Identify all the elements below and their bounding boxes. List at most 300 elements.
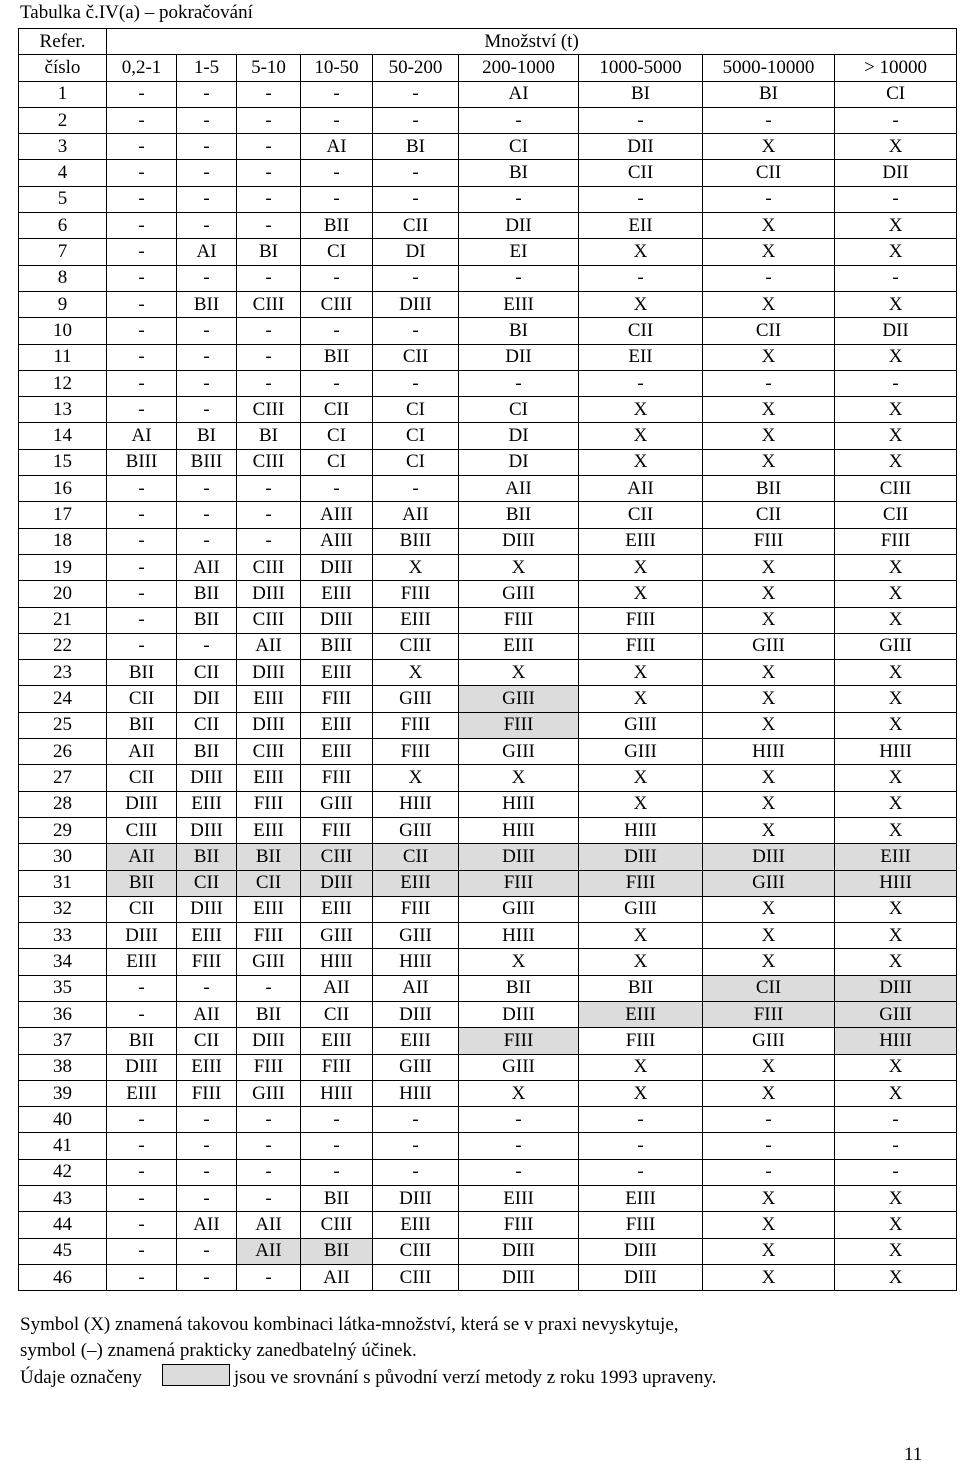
table-row [19,186,957,212]
table-cell: GIII [459,686,579,712]
table-cell: X [703,344,835,370]
table-cell: GIII [373,1054,459,1080]
table-cell: GIII [579,712,703,738]
header-row-2 [19,55,957,81]
table-cell: CII [107,686,177,712]
table-cell: BI [373,134,459,160]
table-cell: EIII [301,739,373,765]
table-cell: GIII [459,1054,579,1080]
table-cell: X [835,949,957,975]
ref-cell: 24 [19,686,107,712]
table-cell: - [107,1212,177,1238]
ref-cell: 6 [19,213,107,239]
table-cell: CII [177,712,237,738]
table-cell: CIII [107,817,177,843]
table-cell: X [579,923,703,949]
table-row [19,923,957,949]
table-cell: DIII [459,1264,579,1290]
table-cell: - [301,318,373,344]
table-cell: - [177,344,237,370]
ref-cell: 10 [19,318,107,344]
table-cell: X [835,344,957,370]
table-cell: - [177,1264,237,1290]
table-cell: X [579,423,703,449]
ref-cell: 26 [19,739,107,765]
table-cell: EIII [107,1080,177,1106]
ref-cell: 36 [19,1001,107,1027]
ref-cell: 8 [19,265,107,291]
table-cell: BI [237,239,301,265]
table-cell: AII [107,844,177,870]
table-cell: - [107,370,177,396]
table-cell: DIII [579,844,703,870]
table-cell: - [107,265,177,291]
table-cell: - [459,370,579,396]
table-row [19,1133,957,1159]
table-cell: CII [177,660,237,686]
table-cell: X [703,554,835,580]
table-cell: X [703,1186,835,1212]
ref-cell: 17 [19,502,107,528]
table-cell: BII [301,213,373,239]
table-cell: - [459,107,579,133]
table-cell: CII [373,213,459,239]
column-header: 1000-5000 [579,55,703,81]
table-cell: CII [373,344,459,370]
table-cell: - [237,1264,301,1290]
table-cell: DI [459,423,579,449]
table-cell: CI [459,397,579,423]
table-cell: - [579,1107,703,1133]
table-cell: AII [459,476,579,502]
column-header: 1-5 [177,55,237,81]
table-cell: CII [703,975,835,1001]
table-cell: X [703,817,835,843]
table-cell: BIII [373,528,459,554]
table-cell: EIII [237,686,301,712]
table-cell: BII [301,1186,373,1212]
table-row [19,660,957,686]
table-cell: - [237,160,301,186]
ref-cell: 4 [19,160,107,186]
table-cell: - [177,107,237,133]
table-cell: X [835,1080,957,1106]
table-cell: FIII [301,817,373,843]
table-cell: GIII [237,1080,301,1106]
table-cell: - [301,107,373,133]
table-cell: DIII [177,896,237,922]
table-row [19,791,957,817]
ref-cell: 46 [19,1264,107,1290]
table-cell: X [579,581,703,607]
table-cell: - [579,1159,703,1185]
ref-cell: 42 [19,1159,107,1185]
table-cell: AII [579,476,703,502]
table-cell: BII [177,739,237,765]
table-cell: X [835,1212,957,1238]
table-cell: - [579,1133,703,1159]
table-cell: - [237,1107,301,1133]
table-cell: - [237,1186,301,1212]
table-cell: AIII [301,528,373,554]
table-cell: BII [177,607,237,633]
table-row [19,607,957,633]
table-row [19,633,957,659]
table-cell: X [835,712,957,738]
table-cell: BII [177,844,237,870]
table-cell: DIII [107,923,177,949]
table-row [19,554,957,580]
table-cell: CI [301,449,373,475]
table-cell: FIII [459,712,579,738]
table-cell: EIII [579,1186,703,1212]
table-cell: X [579,1054,703,1080]
table-cell: DIII [459,1001,579,1027]
table-cell: - [237,318,301,344]
table-cell: - [177,160,237,186]
table-cell: - [835,186,957,212]
table-row [19,397,957,423]
table-cell: X [703,291,835,317]
table-cell: AII [237,633,301,659]
table-cell: AII [237,1212,301,1238]
table-cell: CII [579,160,703,186]
table-cell: - [177,265,237,291]
table-cell: CI [373,397,459,423]
table-cell: - [107,107,177,133]
table-cell: EIII [459,1186,579,1212]
table-cell: X [579,949,703,975]
table-cell: AII [373,502,459,528]
table-cell: DIII [373,1001,459,1027]
table-cell: X [579,660,703,686]
table-cell: X [703,239,835,265]
table-cell: - [237,344,301,370]
table-cell: X [835,239,957,265]
table-cell: X [835,923,957,949]
table-row [19,239,957,265]
ref-cell: 43 [19,1186,107,1212]
table-cell: AII [177,554,237,580]
table-cell: X [703,607,835,633]
table-cell: HIII [835,870,957,896]
table-cell: BI [459,160,579,186]
table-cell: - [107,1001,177,1027]
table-cell: CII [703,318,835,344]
table-cell: - [237,502,301,528]
table-cell: AI [107,423,177,449]
table-cell: EI [459,239,579,265]
table-cell: - [107,1159,177,1185]
ref-cell: 16 [19,476,107,502]
table-cell: FIII [579,1028,703,1054]
table-cell: X [835,686,957,712]
table-cell: - [107,239,177,265]
table-cell: - [107,633,177,659]
ref-cell: 9 [19,291,107,317]
table-cell: - [835,370,957,396]
table-cell: X [703,1264,835,1290]
table-cell: FIII [459,1212,579,1238]
table-cell: - [107,1107,177,1133]
table-cell: AII [373,975,459,1001]
table-cell: FIII [579,870,703,896]
table-row [19,1054,957,1080]
table-cell: BII [237,844,301,870]
table-row [19,528,957,554]
table-cell: X [703,765,835,791]
table-row [19,1186,957,1212]
table-cell: CII [579,502,703,528]
table-cell: - [177,1133,237,1159]
table-cell: - [301,1159,373,1185]
table-cell: BIII [301,633,373,659]
table-cell: BI [177,423,237,449]
table-cell: X [835,1238,957,1264]
table-cell: CIII [373,1264,459,1290]
table-cell: BII [107,660,177,686]
page-number: 11 [904,1444,923,1465]
table-cell: BII [177,581,237,607]
table-cell: GIII [237,949,301,975]
table-cell: EIII [579,1001,703,1027]
table-cell: - [703,265,835,291]
table-cell: CI [301,239,373,265]
table-cell: DIII [301,870,373,896]
table-cell: FIII [237,923,301,949]
table-cell: X [835,765,957,791]
table-row [19,975,957,1001]
table-cell: FIII [373,896,459,922]
table-cell: - [177,1186,237,1212]
table-cell: AI [459,81,579,107]
table-cell: X [835,1054,957,1080]
table-cell: BII [459,975,579,1001]
table-row [19,712,957,738]
table-cell: - [373,1159,459,1185]
ref-cell: 40 [19,1107,107,1133]
table-cell: FIII [579,1212,703,1238]
table-cell: - [237,528,301,554]
table-cell: - [177,213,237,239]
table-cell: X [835,423,957,449]
table-cell: GIII [835,633,957,659]
table-cell: - [107,528,177,554]
table-cell: - [107,1264,177,1290]
ref-cell: 23 [19,660,107,686]
table-cell: X [579,239,703,265]
table-cell: - [107,554,177,580]
table-cell: BI [703,81,835,107]
table-cell: - [107,134,177,160]
table-cell: EII [579,213,703,239]
table-cell: - [373,186,459,212]
table-cell: X [703,949,835,975]
table-cell: FIII [459,1028,579,1054]
table-cell: FIII [579,633,703,659]
table-cell: - [373,160,459,186]
table-cell: X [835,134,957,160]
table-cell: FIII [459,870,579,896]
table-cell: - [107,581,177,607]
note-line-3-start: Údaje označeny [20,1367,142,1388]
table-cell: X [579,765,703,791]
ref-cell: 44 [19,1212,107,1238]
ref-cell: 45 [19,1238,107,1264]
table-cell: DIII [177,817,237,843]
table-row [19,1107,957,1133]
table-cell: - [107,607,177,633]
ref-cell: 31 [19,870,107,896]
table-cell: DIII [237,1028,301,1054]
table-cell: X [459,554,579,580]
table-cell: EIII [373,1028,459,1054]
table-cell: AI [177,239,237,265]
table-cell: AII [107,739,177,765]
table-cell: EIII [835,844,957,870]
table-cell: - [301,160,373,186]
table-cell: HIII [703,739,835,765]
table-cell: - [459,1133,579,1159]
table-cell: GIII [703,1028,835,1054]
table-cell: GIII [835,1001,957,1027]
table-cell: CII [835,502,957,528]
table-cell: - [107,81,177,107]
table-cell: - [237,1159,301,1185]
table-cell: HIII [301,1080,373,1106]
table-cell: CII [107,896,177,922]
table-row [19,765,957,791]
ref-cell: 39 [19,1080,107,1106]
table-row [19,81,957,107]
table-cell: EIII [373,870,459,896]
table-cell: - [177,81,237,107]
table-cell: - [835,107,957,133]
table-cell: X [835,554,957,580]
table-cell: - [835,1133,957,1159]
table-cell: - [579,265,703,291]
table-cell: FIII [237,791,301,817]
table-cell: AII [177,1001,237,1027]
table-cell: BII [301,1238,373,1264]
ref-cell: 20 [19,581,107,607]
table-cell: FIII [703,1001,835,1027]
ref-cell: 5 [19,186,107,212]
ref-cell: 12 [19,370,107,396]
table-cell: - [107,213,177,239]
table-row [19,449,957,475]
table-cell: CI [459,134,579,160]
table-cell: DIII [107,791,177,817]
table-row [19,213,957,239]
table-row [19,949,957,975]
table-cell: X [835,1186,957,1212]
column-header: 10-50 [301,55,373,81]
table-cell: AII [301,1264,373,1290]
table-row [19,817,957,843]
ref-cell: 38 [19,1054,107,1080]
table-cell: - [301,186,373,212]
table-cell: X [579,291,703,317]
table-cell: CII [703,160,835,186]
table-cell: EIII [579,528,703,554]
table-cell: X [703,1238,835,1264]
ref-cell: 25 [19,712,107,738]
ref-cell: 11 [19,344,107,370]
ref-cell: 29 [19,817,107,843]
table-cell: - [237,81,301,107]
table-cell: X [373,765,459,791]
table-cell: - [301,265,373,291]
table-cell: - [459,1107,579,1133]
table-cell: - [373,107,459,133]
table-cell: HIII [579,817,703,843]
table-cell: - [177,1107,237,1133]
table-cell: X [835,660,957,686]
table-cell: - [177,476,237,502]
table-cell: X [459,1080,579,1106]
table-cell: DIII [107,1054,177,1080]
table-cell: - [301,81,373,107]
table-cell: - [107,397,177,423]
table-cell: CII [301,1001,373,1027]
table-cell: - [703,1107,835,1133]
table-caption: Tabulka č.IV(a) – pokračování [20,2,253,23]
table-cell: FIII [373,739,459,765]
table-row [19,370,957,396]
table-cell: - [703,1133,835,1159]
table-row [19,344,957,370]
table-cell: EIII [301,660,373,686]
table-cell: DII [177,686,237,712]
table-cell: GIII [459,739,579,765]
table-cell: DIII [237,660,301,686]
table-cell: FIII [301,1054,373,1080]
table-cell: X [703,213,835,239]
table-cell: FIII [835,528,957,554]
table-cell: DIII [301,607,373,633]
table-cell: EIII [301,581,373,607]
table-cell: - [237,975,301,1001]
table-cell: - [373,476,459,502]
table-cell: BII [177,291,237,317]
table-cell: - [107,502,177,528]
table-cell: GIII [301,791,373,817]
column-header: 5-10 [237,55,301,81]
table-cell: DIII [459,1238,579,1264]
table-cell: HIII [373,949,459,975]
table-cell: GIII [703,633,835,659]
table-cell: - [703,1159,835,1185]
table-cell: - [107,344,177,370]
table-cell: DI [373,239,459,265]
table-cell: BII [107,870,177,896]
table-cell: CIII [237,554,301,580]
table-row [19,581,957,607]
table-row [19,1159,957,1185]
table-cell: AIII [301,502,373,528]
column-header: > 10000 [835,55,957,81]
table-cell: DIII [373,291,459,317]
table-cell: FIII [237,1054,301,1080]
table-cell: X [835,291,957,317]
table-cell: - [373,81,459,107]
table-cell: FIII [177,1080,237,1106]
table-cell: CI [373,449,459,475]
table-cell: DIII [373,1186,459,1212]
table-row [19,1264,957,1290]
table-cell: BII [579,975,703,1001]
